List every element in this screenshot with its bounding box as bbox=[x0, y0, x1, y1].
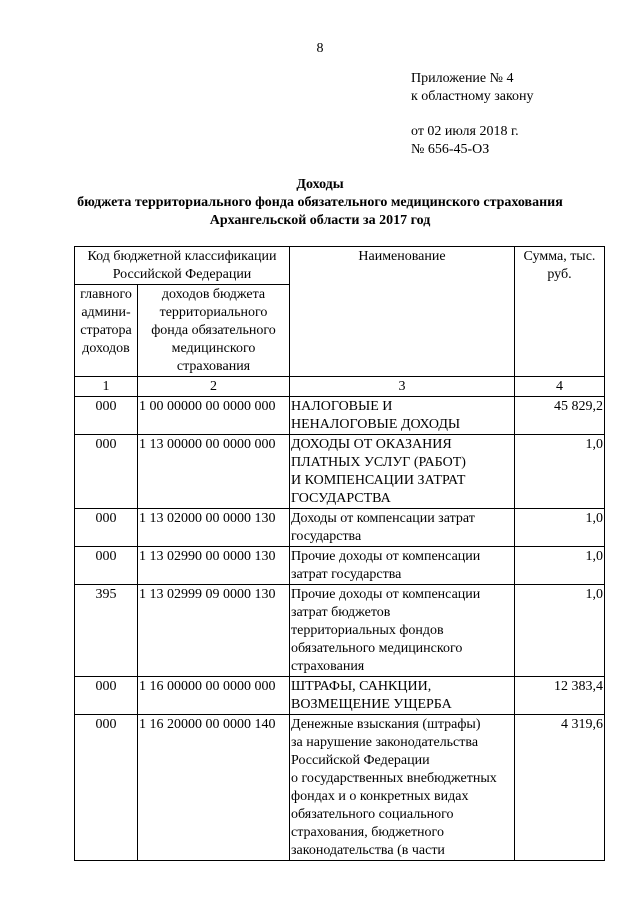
income-code-cell: 1 00 00000 00 0000 000 bbox=[138, 397, 290, 435]
income-name-line: затрат бюджетов bbox=[291, 605, 391, 620]
income-name-line: Прочие доходы от компенсации bbox=[291, 587, 481, 602]
income-name-line: затрат государства bbox=[291, 567, 402, 582]
admin-code-cell: 000 bbox=[75, 509, 138, 547]
income-name-line: ПЛАТНЫХ УСЛУГ (РАБОТ) bbox=[291, 455, 466, 470]
table-row bbox=[75, 509, 605, 547]
table-row bbox=[75, 435, 605, 509]
sum-cell: 1,0 bbox=[515, 435, 605, 509]
income-code-header bbox=[138, 285, 290, 377]
income-name-line: обязательного социального bbox=[291, 807, 454, 822]
sum-header-line: Сумма, тыс. bbox=[523, 249, 596, 264]
income-header-line: медицинского bbox=[171, 341, 256, 356]
table-row bbox=[75, 547, 605, 585]
code-group-header bbox=[75, 247, 290, 285]
table-row bbox=[75, 715, 605, 861]
admin-code-cell: 000 bbox=[75, 677, 138, 715]
income-name-line: страхования, бюджетного bbox=[291, 825, 444, 840]
income-name-cell bbox=[290, 547, 515, 585]
income-name-line: Доходы от компенсации затрат bbox=[291, 511, 475, 526]
sum-header-line: руб. bbox=[547, 267, 572, 282]
column-number: 4 bbox=[515, 377, 605, 397]
income-name-line: законодательства (в части bbox=[291, 843, 445, 858]
page-number: 8 bbox=[316, 41, 324, 56]
income-name-cell bbox=[290, 677, 515, 715]
admin-header-line: главного bbox=[80, 287, 132, 302]
income-name-cell bbox=[290, 715, 515, 861]
admin-code-cell: 000 bbox=[75, 715, 138, 861]
table-row bbox=[75, 677, 605, 715]
income-code-cell: 1 16 00000 00 0000 000 bbox=[138, 677, 290, 715]
admin-header-line: админи- bbox=[81, 305, 131, 320]
income-name-line: о государственных внебюджетных bbox=[291, 771, 497, 786]
column-number: 2 bbox=[138, 377, 290, 397]
income-name-line: Денежные взыскания (штрафы) bbox=[291, 717, 481, 732]
income-name-cell bbox=[290, 397, 515, 435]
sum-header bbox=[515, 247, 605, 377]
sum-cell: 45 829,2 bbox=[515, 397, 605, 435]
income-header-line: территориального bbox=[159, 305, 268, 320]
admin-code-cell: 000 bbox=[75, 547, 138, 585]
law-number: № 656-45-ОЗ bbox=[411, 142, 490, 157]
income-name-line: НЕНАЛОГОВЫЕ ДОХОДЫ bbox=[291, 417, 461, 432]
sum-cell: 1,0 bbox=[515, 547, 605, 585]
code-group-header-line: Российской Федерации bbox=[112, 267, 252, 282]
income-name-line: Российской Федерации bbox=[291, 753, 430, 768]
title-line-2: бюджета территориального фонда обязательного медицинского страхования bbox=[77, 195, 563, 210]
income-name-line: Прочие доходы от компенсации bbox=[291, 549, 481, 564]
income-name-line: ВОЗМЕЩЕНИЕ УЩЕРБА bbox=[291, 697, 452, 712]
appendix-subtitle: к областному закону bbox=[411, 89, 534, 104]
appendix-header bbox=[411, 70, 534, 106]
income-header-line: фонда обязательного bbox=[151, 323, 276, 338]
admin-header-line: стратора bbox=[80, 323, 132, 338]
income-code-cell: 1 13 02999 09 0000 130 bbox=[138, 585, 290, 677]
law-date: от 02 июля 2018 г. bbox=[411, 124, 519, 139]
appendix-title: Приложение № 4 bbox=[411, 71, 514, 86]
admin-code-cell: 395 bbox=[75, 585, 138, 677]
income-name-cell bbox=[290, 435, 515, 509]
table-row bbox=[75, 585, 605, 677]
admin-header-line: доходов bbox=[82, 341, 130, 356]
income-name-line: государства bbox=[291, 529, 362, 544]
income-name-line: страхования bbox=[291, 659, 365, 674]
admin-code-cell: 000 bbox=[75, 397, 138, 435]
income-name-line: И КОМПЕНСАЦИИ ЗАТРАТ bbox=[291, 473, 466, 488]
income-code-cell: 1 13 00000 00 0000 000 bbox=[138, 435, 290, 509]
income-code-cell: 1 13 02000 00 0000 130 bbox=[138, 509, 290, 547]
law-reference bbox=[411, 123, 519, 159]
title-line-3: Архангельской области за 2017 год bbox=[209, 213, 431, 228]
title-line-1: Доходы bbox=[296, 177, 344, 192]
income-name-line: обязательного медицинского bbox=[291, 641, 463, 656]
code-group-header-line: Код бюджетной классификации bbox=[87, 249, 277, 264]
income-table bbox=[74, 246, 605, 861]
admin-header bbox=[75, 285, 138, 377]
sum-cell: 1,0 bbox=[515, 509, 605, 547]
name-header: Наименование bbox=[290, 247, 515, 377]
income-header-line: доходов бюджета bbox=[161, 287, 266, 302]
header-row-1 bbox=[75, 247, 605, 285]
column-number-row bbox=[75, 377, 605, 397]
income-code-cell: 1 13 02990 00 0000 130 bbox=[138, 547, 290, 585]
income-header-line: страхования bbox=[176, 359, 251, 374]
sum-cell: 1,0 bbox=[515, 585, 605, 677]
table-body bbox=[75, 397, 605, 861]
column-number: 3 bbox=[290, 377, 515, 397]
income-name-line: территориальных фондов bbox=[291, 623, 444, 638]
income-name-cell bbox=[290, 509, 515, 547]
admin-code-cell: 000 bbox=[75, 435, 138, 509]
income-name-line: за нарушение законодательства bbox=[291, 735, 479, 750]
income-name-line: НАЛОГОВЫЕ И bbox=[291, 399, 393, 414]
income-name-line: фондах и о конкретных видах bbox=[291, 789, 469, 804]
income-name-cell bbox=[290, 585, 515, 677]
document-title bbox=[0, 176, 640, 230]
income-code-cell: 1 16 20000 00 0000 140 bbox=[138, 715, 290, 861]
sum-cell: 12 383,4 bbox=[515, 677, 605, 715]
column-number: 1 bbox=[75, 377, 138, 397]
table-row bbox=[75, 397, 605, 435]
sum-cell: 4 319,6 bbox=[515, 715, 605, 861]
income-name-line: ГОСУДАРСТВА bbox=[291, 491, 391, 506]
income-name-line: ШТРАФЫ, САНКЦИИ, bbox=[291, 679, 432, 694]
income-name-line: ДОХОДЫ ОТ ОКАЗАНИЯ bbox=[291, 437, 452, 452]
